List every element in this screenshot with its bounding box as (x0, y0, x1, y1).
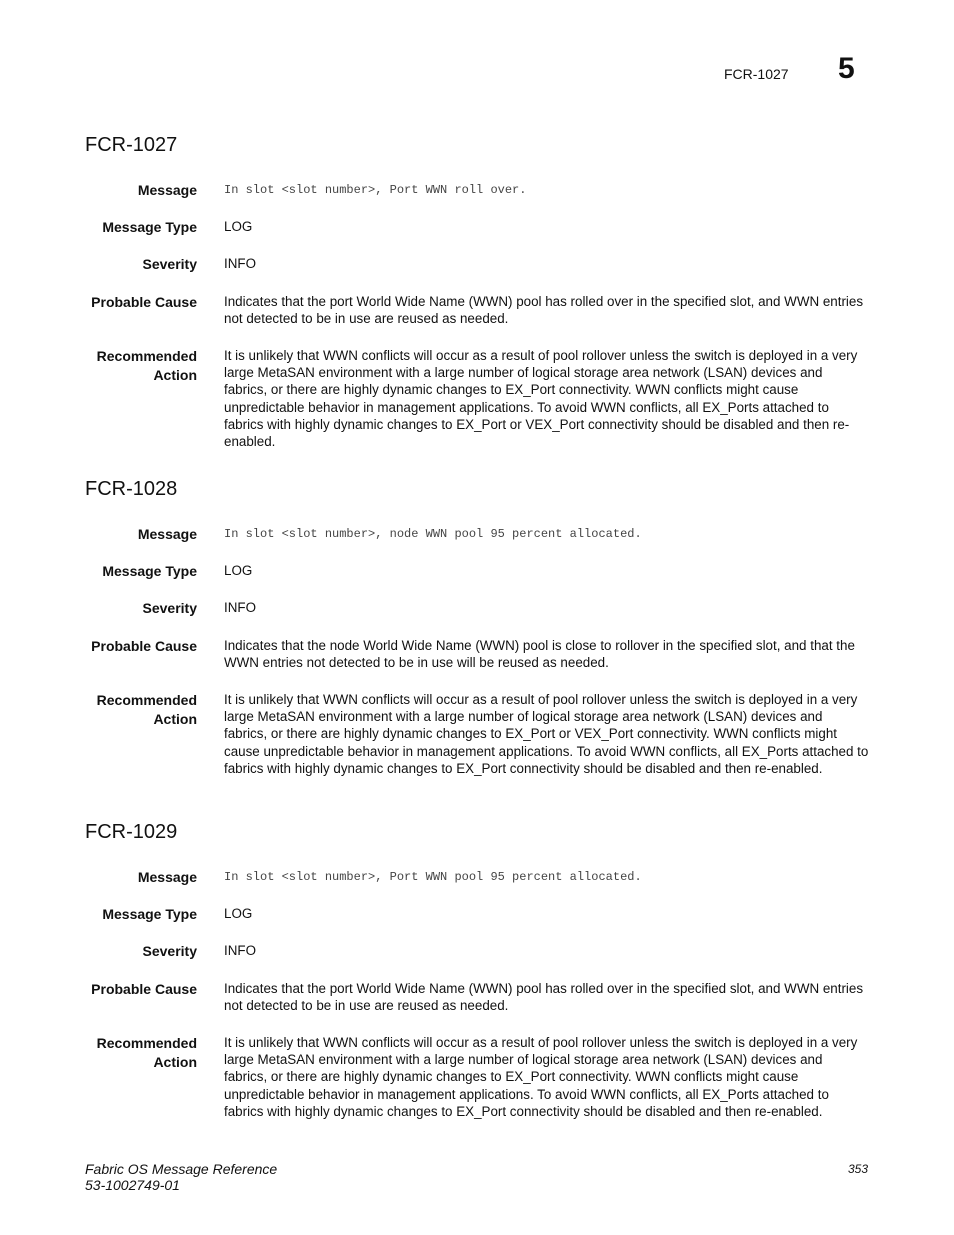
probable-cause-text: Indicates that the node World Wide Name (WWN) pool is close to rollover in the specified slot, and that the WWN entries not detected to be in use will be reused as needed. (224, 638, 855, 671)
message-type-value: LOG (224, 906, 253, 921)
message-type-label: Message Type (102, 906, 197, 922)
recommended-label-line2: Action (153, 711, 197, 727)
entry-title: FCR-1029 (85, 821, 178, 843)
chapter-number: 5 (838, 52, 855, 85)
probable-cause-text: Indicates that the port World Wide Name (WWN) pool has rolled over in the specified slot, and WWN entries not detected to be in use are reused as needed. (224, 981, 864, 1014)
severity-label: Severity (142, 943, 197, 959)
recommended-action-label (60, 347, 197, 385)
recommended-label-line1: Recommended (96, 348, 197, 364)
recommended-action-label (60, 691, 197, 729)
probable-cause-label: Probable Cause (91, 294, 197, 310)
message-label: Message (137, 526, 197, 542)
running-header-title: FCR-1027 (724, 66, 789, 82)
message-label: Message (137, 869, 197, 885)
message-type-value: LOG (224, 563, 253, 578)
probable-cause-label: Probable Cause (91, 981, 197, 997)
probable-cause-label: Probable Cause (91, 638, 197, 654)
message-text: In slot <slot number>, node WWN pool 95 percent allocated. (224, 527, 642, 541)
footer-page-number: 353 (848, 1162, 869, 1176)
severity-label: Severity (142, 600, 197, 616)
recommended-label-line2: Action (153, 1054, 197, 1070)
probable-cause-text: Indicates that the port World Wide Name (WWN) pool has rolled over in the specified slot, and WWN entries not detected to be in use are reused as needed. (224, 294, 864, 327)
severity-value: INFO (224, 256, 256, 271)
severity-value: INFO (224, 600, 256, 615)
message-type-label: Message Type (102, 219, 197, 235)
severity-label: Severity (142, 256, 197, 272)
footer-doc-title: Fabric OS Message Reference (85, 1161, 278, 1177)
message-type-label: Message Type (102, 563, 197, 579)
recommended-label-line1: Recommended (96, 692, 197, 708)
footer-doc-number: 53-1002749-01 (85, 1177, 180, 1193)
message-text: In slot <slot number>, Port WWN pool 95 percent allocated. (224, 870, 642, 884)
message-label: Message (137, 182, 197, 198)
recommended-label-line1: Recommended (96, 1035, 197, 1051)
recommended-action-label (60, 1034, 197, 1072)
severity-value: INFO (224, 943, 256, 958)
message-type-value: LOG (224, 219, 253, 234)
entry-title: FCR-1028 (85, 478, 178, 500)
recommended-action-text: It is unlikely that WWN conflicts will occur as a result of pool rollover unless the switch is deployed in a very large MetaSAN environment with a large number of logical storage area network (LSAN) devices and fabrics, or there are highly dynamic changes to EX_Port connectivity. WWN conflicts might cause unpredictable behavior in management applications. To avoid WWN conflicts, all EX_Ports attached to fabrics with highly dynamic changes to EX_Port or VEX_Port connectivity should be disabled and then re-enabled. (224, 348, 858, 450)
message-text: In slot <slot number>, Port WWN roll over. (224, 183, 527, 197)
recommended-action-text: It is unlikely that WWN conflicts will occur as a result of pool rollover unless the switch is deployed in a very large MetaSAN environment with a large number of logical storage area network (LSAN) devices and fabrics, or there are highly dynamic changes to EX_Port or VEX_Port connectivity. WWN conflicts might cause unpredictable behavior in management applications. To avoid WWN conflicts, all EX_Ports attached to fabrics with highly dynamic changes to EX_Port connectivity should be disabled and then re-enabled. (224, 692, 869, 776)
entry-title: FCR-1027 (85, 134, 178, 156)
recommended-label-line2: Action (153, 367, 197, 383)
recommended-action-text: It is unlikely that WWN conflicts will occur as a result of pool rollover unless the switch is deployed in a very large MetaSAN environment with a large number of logical storage area network (LSAN) devices and fabrics, or there are highly dynamic changes to EX_Port connectivity. WWN conflicts might cause unpredictable behavior in management applications. To avoid WWN conflicts, all EX_Ports attached to fabrics with highly dynamic changes to EX_Port connectivity should be disabled and then re-enabled. (224, 1035, 858, 1119)
